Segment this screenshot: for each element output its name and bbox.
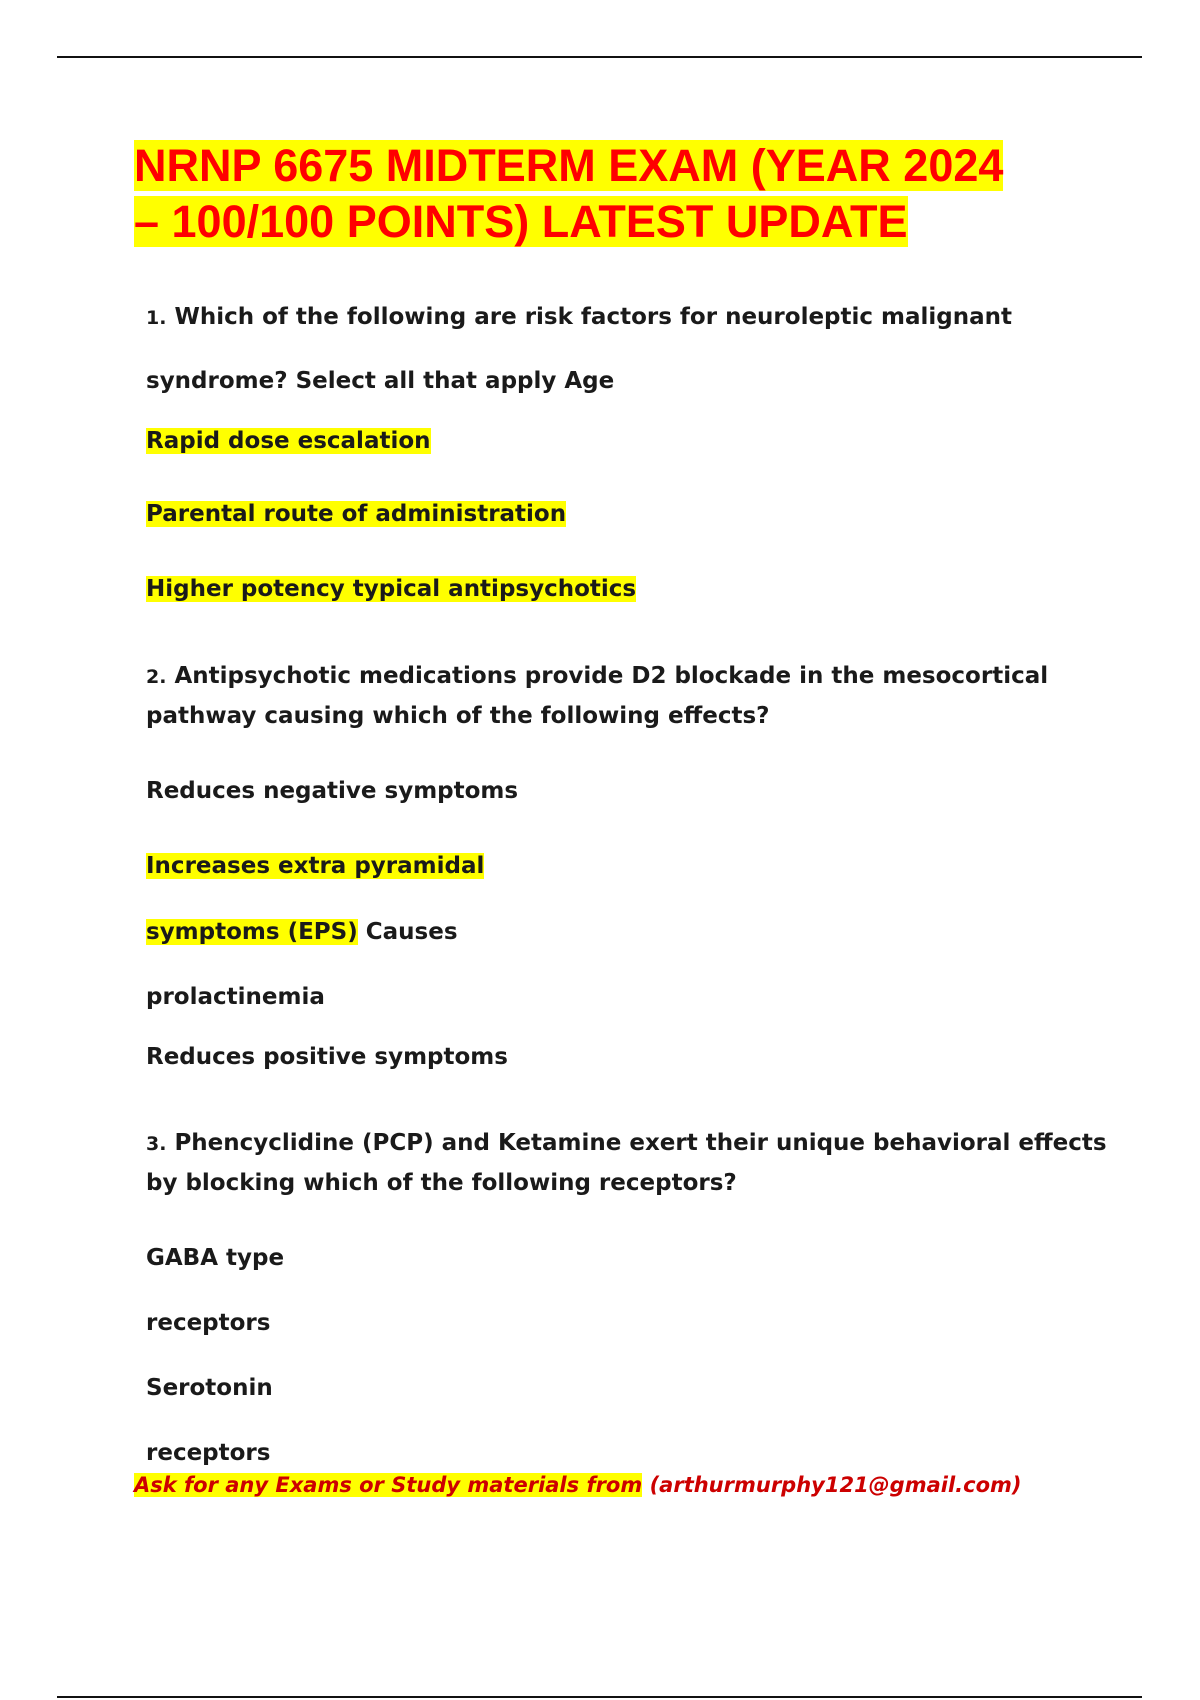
- answer-highlight: Increases extra pyramidal: [146, 853, 485, 879]
- title-line-1: NRNP 6675 MIDTERM EXAM (YEAR 2024: [134, 140, 1004, 191]
- question-1-text: Which of the following are risk factors for neuroleptic malignant: [174, 304, 1013, 330]
- answer-highlight: symptoms (EPS): [146, 919, 358, 945]
- question-3-option: Serotonin: [146, 1375, 273, 1401]
- question-1-option: [146, 497, 566, 531]
- question-1-stem-line-2: syndrome? Select all that apply Age: [146, 368, 615, 394]
- question-1-option: [146, 424, 431, 458]
- question-2-stem-line-1: [146, 659, 1048, 694]
- question-3-stem-line-2: by blocking which of the following receptors?: [146, 1170, 737, 1196]
- question-1-option: [146, 572, 636, 606]
- top-rule: [57, 56, 1142, 58]
- title-line-2: – 100/100 POINTS) LATEST UPDATE: [134, 196, 908, 247]
- footer-request-text: Ask for any Exams or Study materials from: [134, 1473, 643, 1497]
- question-2-option: [146, 849, 484, 883]
- footer-email-link[interactable]: (arthurmurphy121@gmail.com): [649, 1473, 1022, 1497]
- question-2-option: Reduces positive symptoms: [146, 1044, 508, 1070]
- question-2-text: Antipsychotic medications provide D2 blockade in the mesocortical: [174, 663, 1049, 689]
- footer-contact-line: [134, 1470, 1022, 1500]
- question-3-option: receptors: [146, 1440, 271, 1466]
- answer-highlight: Higher potency typical antipsychotics: [146, 576, 637, 602]
- question-3-text: Phencyclidine (PCP) and Ketamine exert their unique behavioral effects: [174, 1130, 1107, 1156]
- question-3-stem-line-1: [146, 1126, 1107, 1161]
- question-1-number: 1.: [146, 307, 167, 329]
- document-title: [134, 138, 1094, 250]
- question-2-option: prolactinemia: [146, 984, 325, 1010]
- question-3-option: receptors: [146, 1310, 271, 1336]
- question-3-number: 3.: [146, 1133, 167, 1155]
- question-2-option: [146, 915, 458, 949]
- question-1-stem-line-1: [146, 300, 1012, 335]
- bottom-rule: [57, 1696, 1142, 1698]
- question-2-option: Reduces negative symptoms: [146, 778, 519, 804]
- answer-highlight: Parental route of administration: [146, 501, 567, 527]
- question-2-stem-line-2: pathway causing which of the following effects?: [146, 703, 770, 729]
- answer-highlight: Rapid dose escalation: [146, 428, 431, 454]
- option-text: Causes: [365, 919, 458, 945]
- question-2-number: 2.: [146, 666, 167, 688]
- question-3-option: GABA type: [146, 1245, 285, 1271]
